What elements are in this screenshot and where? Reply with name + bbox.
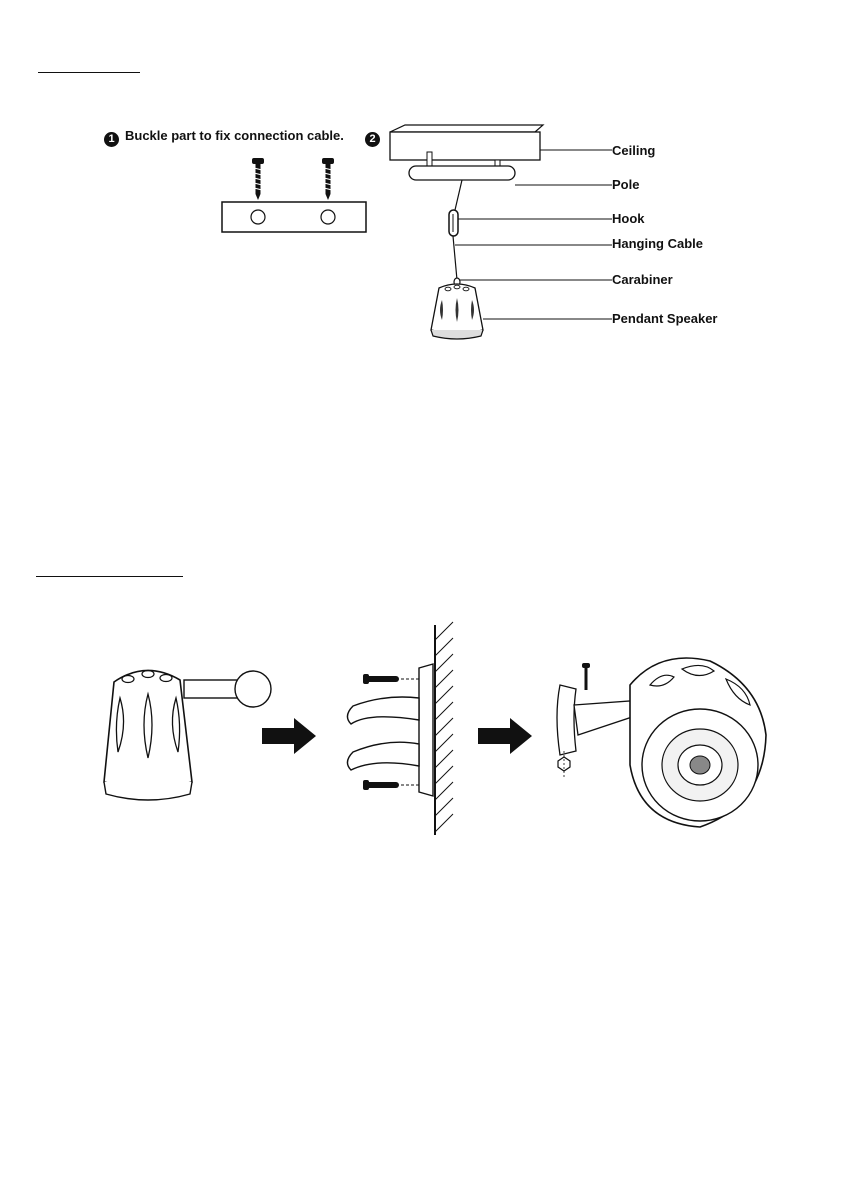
step-1-caption: [104, 128, 344, 147]
buckle-plate: [222, 202, 366, 232]
plate-hole: [251, 210, 265, 224]
hanging-cable: [453, 236, 457, 280]
screw-icon: [363, 780, 419, 790]
label-hook: Hook: [612, 211, 645, 226]
screw-icon: [322, 158, 334, 200]
speaker-with-arm-diagram: [96, 660, 286, 810]
label-hanging-cable: Hanging Cable: [612, 236, 704, 251]
label-ceiling: Ceiling: [612, 143, 656, 158]
label-carabiner: Carabiner: [612, 272, 673, 287]
screw-icon: [582, 663, 590, 690]
plate-hole: [321, 210, 335, 224]
screw-icon: [363, 674, 419, 684]
step-number-1: 1: [104, 132, 119, 147]
pendant-hanging-diagram: [385, 122, 625, 352]
section-title-rule-wall: [36, 576, 183, 577]
arrow-right-icon: [478, 718, 534, 754]
ceiling-block: [390, 125, 543, 160]
pole: [409, 166, 515, 180]
wall-bracket-diagram: [325, 620, 475, 840]
step-number-2: 2: [365, 132, 380, 147]
step-1-text: Buckle part to fix connection cable.: [125, 128, 344, 143]
buckle-plate-diagram: [218, 158, 378, 238]
arrow-right-icon: [262, 718, 318, 754]
screw-icon: [252, 158, 264, 200]
pendant-speaker: [431, 284, 483, 339]
label-pole: Pole: [612, 177, 640, 192]
label-pendant-speaker: Pendant Speaker: [612, 311, 718, 326]
section-title-rule-ceiling: [38, 72, 140, 73]
assembled-speaker-diagram: [550, 655, 780, 835]
hook: [449, 210, 458, 236]
step-2-caption: [365, 128, 386, 147]
